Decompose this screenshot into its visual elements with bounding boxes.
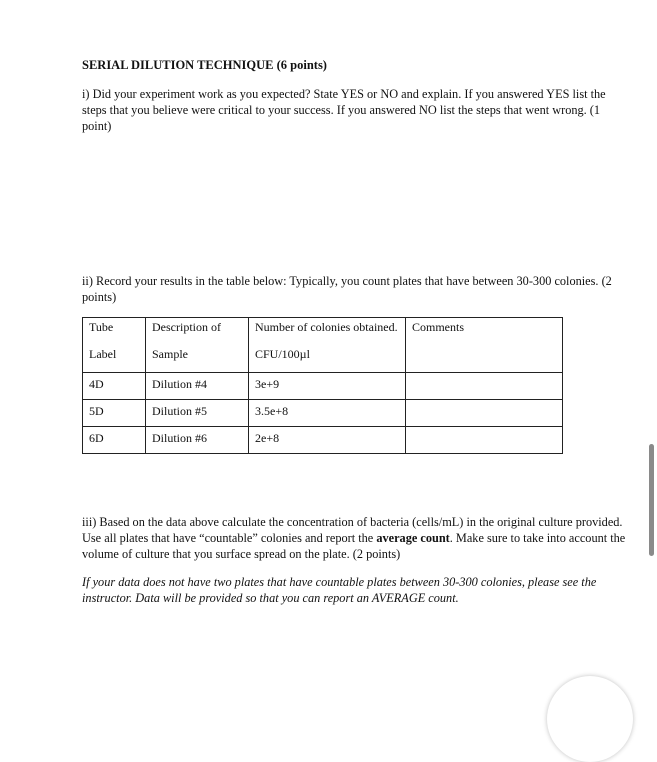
- question-3: iii) Based on the data above calculate the concentration of bacteria (cells/mL) in the original culture provided. Use all plates that have “countable” colonies and report the average count. Make sure to take into account the volume of culture that you surface spread on the plate. (2 points): [82, 515, 626, 561]
- cell-tube: 6D: [83, 427, 146, 454]
- cell-tube: 4D: [83, 373, 146, 400]
- vertical-scrollbar[interactable]: [649, 444, 654, 556]
- header-colony-count: Number of colonies obtained. CFU/100µl: [249, 318, 406, 373]
- cell-comments: [406, 427, 563, 454]
- header-description: Description of Sample: [146, 318, 249, 373]
- instructor-note: If your data does not have two plates that have countable plates between 30-300 colonies, please see the instructor. Data will be provided so that you can report an AVERAGE count.: [82, 575, 597, 605]
- cell-description: Dilution #6: [146, 427, 249, 454]
- cell-description: Dilution #5: [146, 400, 249, 427]
- header-comments: Comments: [406, 318, 563, 373]
- question-1: i) Did your experiment work as you expected? State YES or NO and explain. If you answered YES list the steps that you believe were critical to your success. If you answered NO list the steps that went wrong. (1 point): [82, 87, 606, 133]
- table-row: [83, 373, 563, 400]
- cell-colonies: 3e+9: [249, 373, 406, 400]
- table-header-row: [83, 318, 563, 373]
- cell-colonies: 2e+8: [249, 427, 406, 454]
- emphasis-average-count: average count: [376, 531, 450, 545]
- section-title: SERIAL DILUTION TECHNIQUE (6 points): [82, 58, 327, 72]
- table-row: [83, 400, 563, 427]
- floating-action-button[interactable]: [547, 676, 633, 762]
- cell-comments: [406, 400, 563, 427]
- cell-description: Dilution #4: [146, 373, 249, 400]
- cell-tube: 5D: [83, 400, 146, 427]
- table-row: [83, 427, 563, 454]
- question-2: ii) Record your results in the table below: Typically, you count plates that have between 30-300 colonies. (2 points): [82, 274, 612, 304]
- results-table: [82, 317, 563, 454]
- cell-colonies: 3.5e+8: [249, 400, 406, 427]
- cell-comments: [406, 373, 563, 400]
- header-tube-label: Tube Label: [83, 318, 146, 373]
